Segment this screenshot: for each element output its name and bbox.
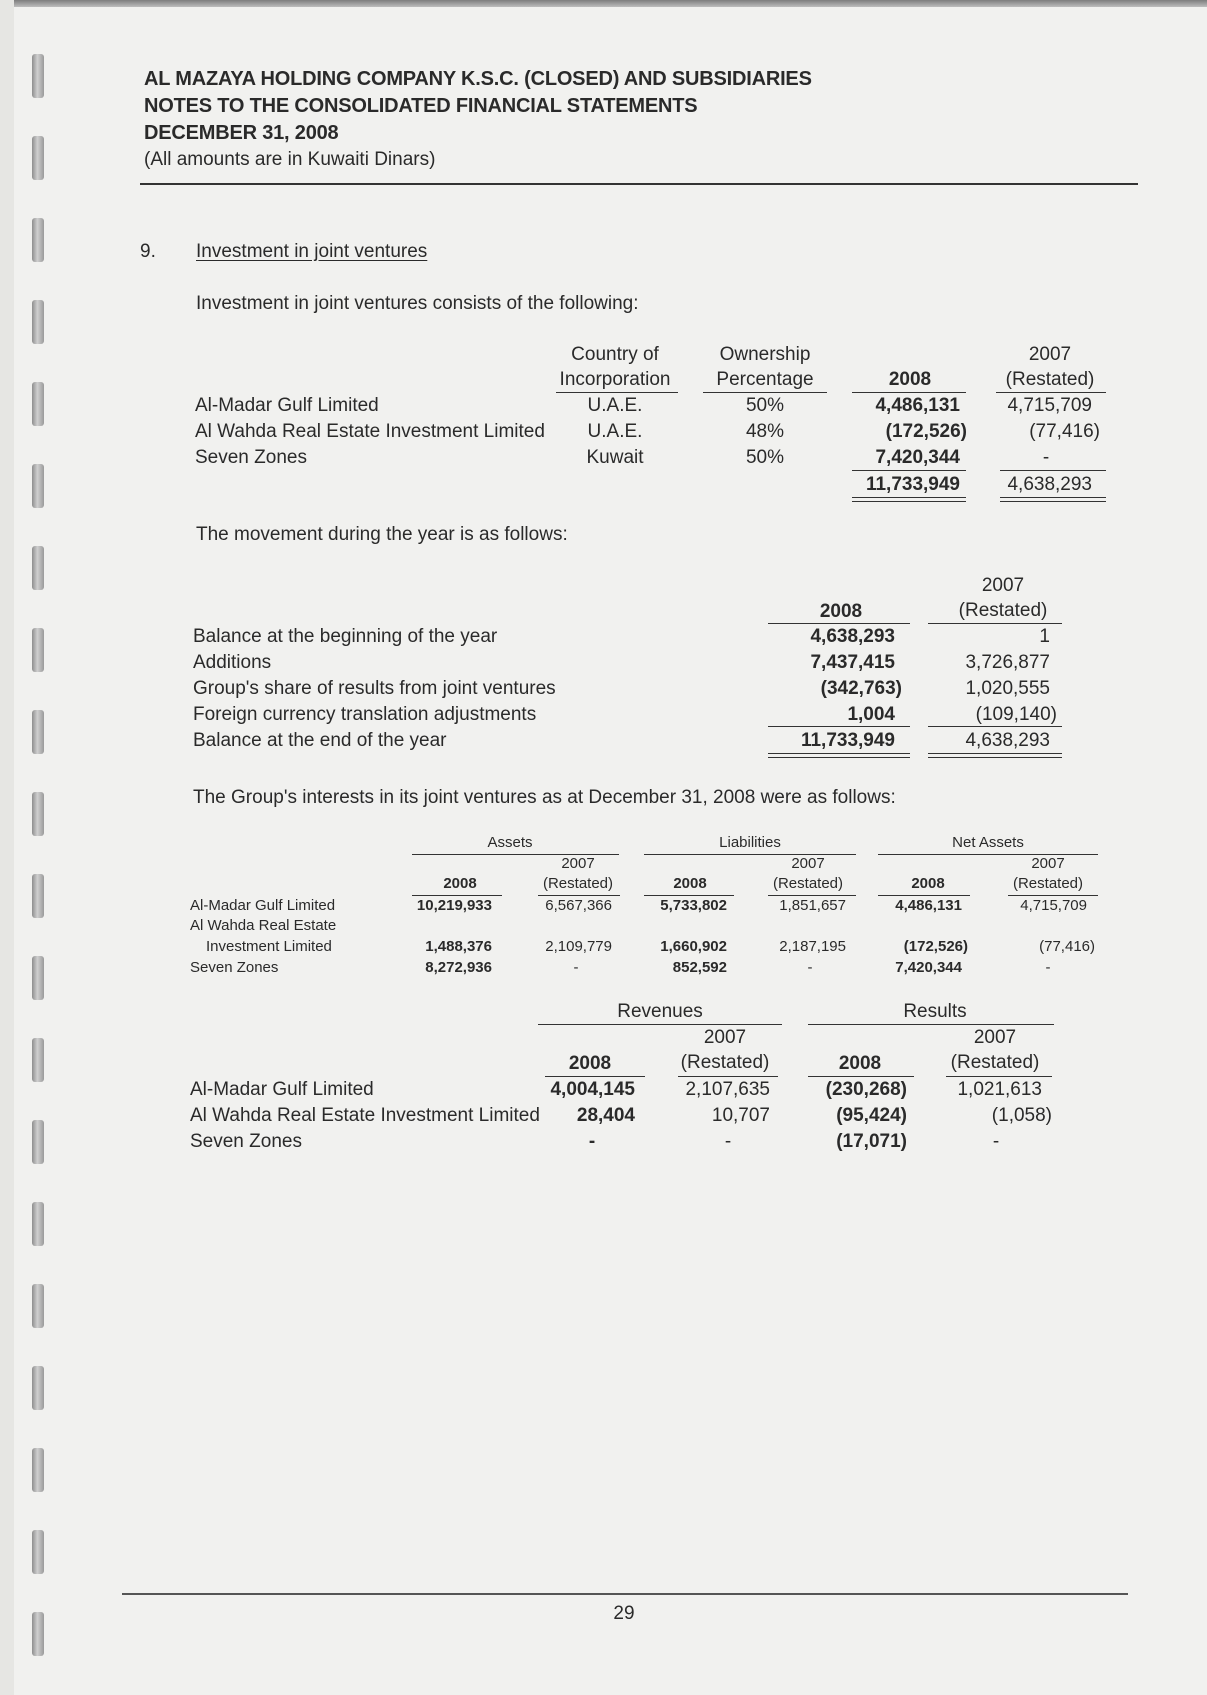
table2-intro: The movement during the year is as follows: <box>196 524 568 545</box>
binder-mark <box>32 1284 44 1328</box>
col-country-line1: Country of <box>571 344 659 365</box>
row-pct: 48% <box>745 421 785 442</box>
col-2007-line1: 2007 <box>1028 344 1072 365</box>
row-country: Kuwait <box>586 447 644 468</box>
row-res-2008: (17,071) <box>836 1131 907 1152</box>
col-country-line2: Incorporation <box>559 369 671 390</box>
col-2007-line2: (Restated) <box>1005 369 1095 390</box>
row-net-2008: (172,526) <box>903 938 968 955</box>
row-2008: 11,733,949 <box>800 730 895 751</box>
binder-mark <box>32 1448 44 1492</box>
binder-mark <box>32 874 44 918</box>
binder-mark <box>32 300 44 344</box>
header-line: (Restated) <box>542 875 614 892</box>
row-res-2007: - <box>992 1131 1000 1152</box>
binder-mark <box>32 1120 44 1164</box>
row-2007: 1,020,555 <box>965 678 1050 699</box>
row-res-2007: 1,021,613 <box>957 1079 1042 1100</box>
binder-mark <box>32 710 44 754</box>
binder-mark <box>32 628 44 672</box>
total-2007: 4,638,293 <box>1007 474 1092 495</box>
row-name: Seven Zones <box>195 447 307 468</box>
header-line: (Restated) <box>680 1052 770 1073</box>
row-country: U.A.E. <box>587 395 643 416</box>
binder-mark <box>32 1202 44 1246</box>
row-2008: 7,420,344 <box>875 447 960 468</box>
row-pct: 50% <box>745 395 785 416</box>
t4-res-2008-header: 2008 <box>838 1053 882 1074</box>
footer-rule <box>122 1593 1128 1595</box>
row-liab-2007: 2,187,195 <box>779 938 846 955</box>
table1-intro: Investment in joint ventures consists of the following: <box>196 293 639 314</box>
row-2007: 3,726,877 <box>965 652 1050 673</box>
row-name: Seven Zones <box>190 1131 302 1152</box>
company-name: AL MAZAYA HOLDING COMPANY K.S.C. (CLOSED) AND SUBSIDIARIES <box>144 68 812 90</box>
row-country: U.A.E. <box>587 421 643 442</box>
header-line: 2007 <box>973 1027 1017 1048</box>
header-rule <box>140 183 1138 185</box>
row-2007: 1 <box>1039 626 1050 647</box>
subtotal-rule <box>1000 470 1106 471</box>
col-country-header <box>555 342 675 392</box>
t4-res-2007-header <box>940 1025 1050 1075</box>
col-ownership-header <box>705 342 825 392</box>
row-assets-2007: 6,567,366 <box>545 897 612 914</box>
group-netassets-header: Net Assets <box>952 834 1024 851</box>
col-2008-header: 2008 <box>888 369 932 390</box>
t2-col-2007-line2: (Restated) <box>958 600 1048 621</box>
row-liab-2008: 1,660,902 <box>660 938 727 955</box>
row-2008: 4,486,131 <box>875 395 960 416</box>
col-ownership-line2: Percentage <box>716 369 814 390</box>
row-2008: (342,763) <box>820 678 902 699</box>
row-2007: - <box>1042 447 1050 468</box>
header-line: 2007 <box>561 855 595 872</box>
binder-mark <box>32 956 44 1000</box>
header-line: (Restated) <box>950 1052 1040 1073</box>
page-number: 29 <box>613 1603 635 1624</box>
row-name: Al-Madar Gulf Limited <box>195 395 379 416</box>
row-name: Al Wahda Real Estate Investment Limited <box>195 421 545 442</box>
row-2008: (172,526) <box>885 421 967 442</box>
binder-mark <box>32 136 44 180</box>
row-net-2007: 4,715,709 <box>1020 897 1087 914</box>
t3-net-2008-header: 2008 <box>911 875 945 892</box>
subtotal-rule <box>852 470 966 471</box>
row-pct: 50% <box>745 447 785 468</box>
row-label: Balance at the beginning of the year <box>193 626 498 647</box>
note-title: Investment in joint ventures <box>196 241 428 262</box>
row-liab-2007: - <box>807 959 813 976</box>
row-2008: 1,004 <box>847 704 895 725</box>
total-double-rule <box>768 753 910 758</box>
row-net-2008: 4,486,131 <box>895 897 962 914</box>
binder-mark <box>32 218 44 262</box>
row-rev-2007: 10,707 <box>711 1105 770 1126</box>
binder-mark <box>32 1038 44 1082</box>
total-double-rule <box>928 753 1062 758</box>
statement-date: DECEMBER 31, 2008 <box>144 122 339 144</box>
row-net-2007: - <box>1045 959 1051 976</box>
group-assets-header: Assets <box>487 834 533 851</box>
row-name: Al Wahda Real Estate Investment Limited <box>190 1105 540 1126</box>
subtotal-rule <box>768 726 910 727</box>
row-label: Balance at the end of the year <box>193 730 447 751</box>
group-results-header: Results <box>903 1001 967 1022</box>
row-res-2007: (1,058) <box>991 1105 1052 1126</box>
header-line: 2007 <box>703 1027 747 1048</box>
scan-top-edge <box>0 0 1207 7</box>
row-rev-2007: 2,107,635 <box>685 1079 770 1100</box>
row-label: Foreign currency translation adjustments <box>193 704 537 725</box>
group-revenues-header: Revenues <box>617 1001 703 1022</box>
binder-mark <box>32 464 44 508</box>
row-2007: (77,416) <box>1029 421 1100 442</box>
binder-mark <box>32 546 44 590</box>
row-2008: 4,638,293 <box>810 626 895 647</box>
row-res-2008: (95,424) <box>836 1105 907 1126</box>
row-liab-2008: 852,592 <box>672 959 727 976</box>
notes-title: NOTES TO THE CONSOLIDATED FINANCIAL STATEMENTS <box>144 95 698 117</box>
row-net-2008: 7,420,344 <box>895 959 962 976</box>
row-name: Al-Madar Gulf Limited <box>190 897 336 914</box>
total-double-rule <box>852 497 966 502</box>
row-liab-2008: 5,733,802 <box>660 897 727 914</box>
t2-col-2008-header: 2008 <box>819 601 863 622</box>
note-number: 9. <box>140 241 156 262</box>
col-ownership-line1: Ownership <box>719 344 811 365</box>
row-name: Seven Zones <box>190 959 279 976</box>
row-liab-2007: 1,851,657 <box>779 897 846 914</box>
row-name: Al-Madar Gulf Limited <box>190 1079 374 1100</box>
t3-net-2007-header <box>1008 854 1088 894</box>
binder-mark <box>32 1612 44 1656</box>
header-line: (Restated) <box>772 875 844 892</box>
subtotal-rule <box>928 726 1062 727</box>
header-line: (Restated) <box>1012 875 1084 892</box>
col-2007-header <box>995 342 1105 392</box>
t4-rev-2008-header: 2008 <box>568 1053 612 1074</box>
row-2007: 4,715,709 <box>1007 395 1092 416</box>
t3-assets-2008-header: 2008 <box>443 875 477 892</box>
header-line: 2007 <box>791 855 825 872</box>
row-2007: (109,140) <box>975 704 1057 725</box>
row-assets-2007: - <box>573 959 579 976</box>
row-assets-2008: 1,488,376 <box>425 938 492 955</box>
t2-col-2007-line1: 2007 <box>981 575 1025 596</box>
t4-rev-2007-header <box>670 1025 780 1075</box>
binder-mark <box>32 1530 44 1574</box>
currency-note: (All amounts are in Kuwaiti Dinars) <box>144 149 436 170</box>
row-label: Additions <box>193 652 272 673</box>
row-2007: 4,638,293 <box>965 730 1050 751</box>
row-rev-2008: 28,404 <box>576 1105 635 1126</box>
row-assets-2007: 2,109,779 <box>545 938 612 955</box>
row-label: Group's share of results from joint ventures <box>193 678 556 699</box>
scan-left-margin <box>0 0 14 1695</box>
t3-liab-2008-header: 2008 <box>673 875 707 892</box>
row-rev-2007: - <box>724 1131 732 1152</box>
t2-col-2007-header <box>943 573 1063 623</box>
row-rev-2008: - <box>588 1131 596 1152</box>
document-header <box>144 66 812 173</box>
row-rev-2008: 4,004,145 <box>550 1079 635 1100</box>
header-line: 2007 <box>1031 855 1065 872</box>
row-net-2007: (77,416) <box>1039 938 1095 955</box>
table3-intro: The Group's interests in its joint ventures as at December 31, 2008 were as follows: <box>193 787 896 808</box>
binder-mark <box>32 1366 44 1410</box>
row-2008: 7,437,415 <box>810 652 895 673</box>
row-assets-2008: 8,272,936 <box>425 959 492 976</box>
row-assets-2008: 10,219,933 <box>416 897 492 914</box>
t3-liab-2007-header <box>768 854 848 894</box>
binder-mark <box>32 792 44 836</box>
row-name: Al Wahda Real Estate <box>190 917 337 934</box>
row-name-line2: Investment Limited <box>206 938 332 955</box>
total-double-rule <box>1000 497 1106 502</box>
binder-mark <box>32 54 44 98</box>
t3-assets-2007-header <box>538 854 618 894</box>
binder-mark <box>32 382 44 426</box>
row-res-2008: (230,268) <box>825 1079 907 1100</box>
total-2008: 11,733,949 <box>865 474 960 495</box>
group-liabilities-header: Liabilities <box>719 834 781 851</box>
